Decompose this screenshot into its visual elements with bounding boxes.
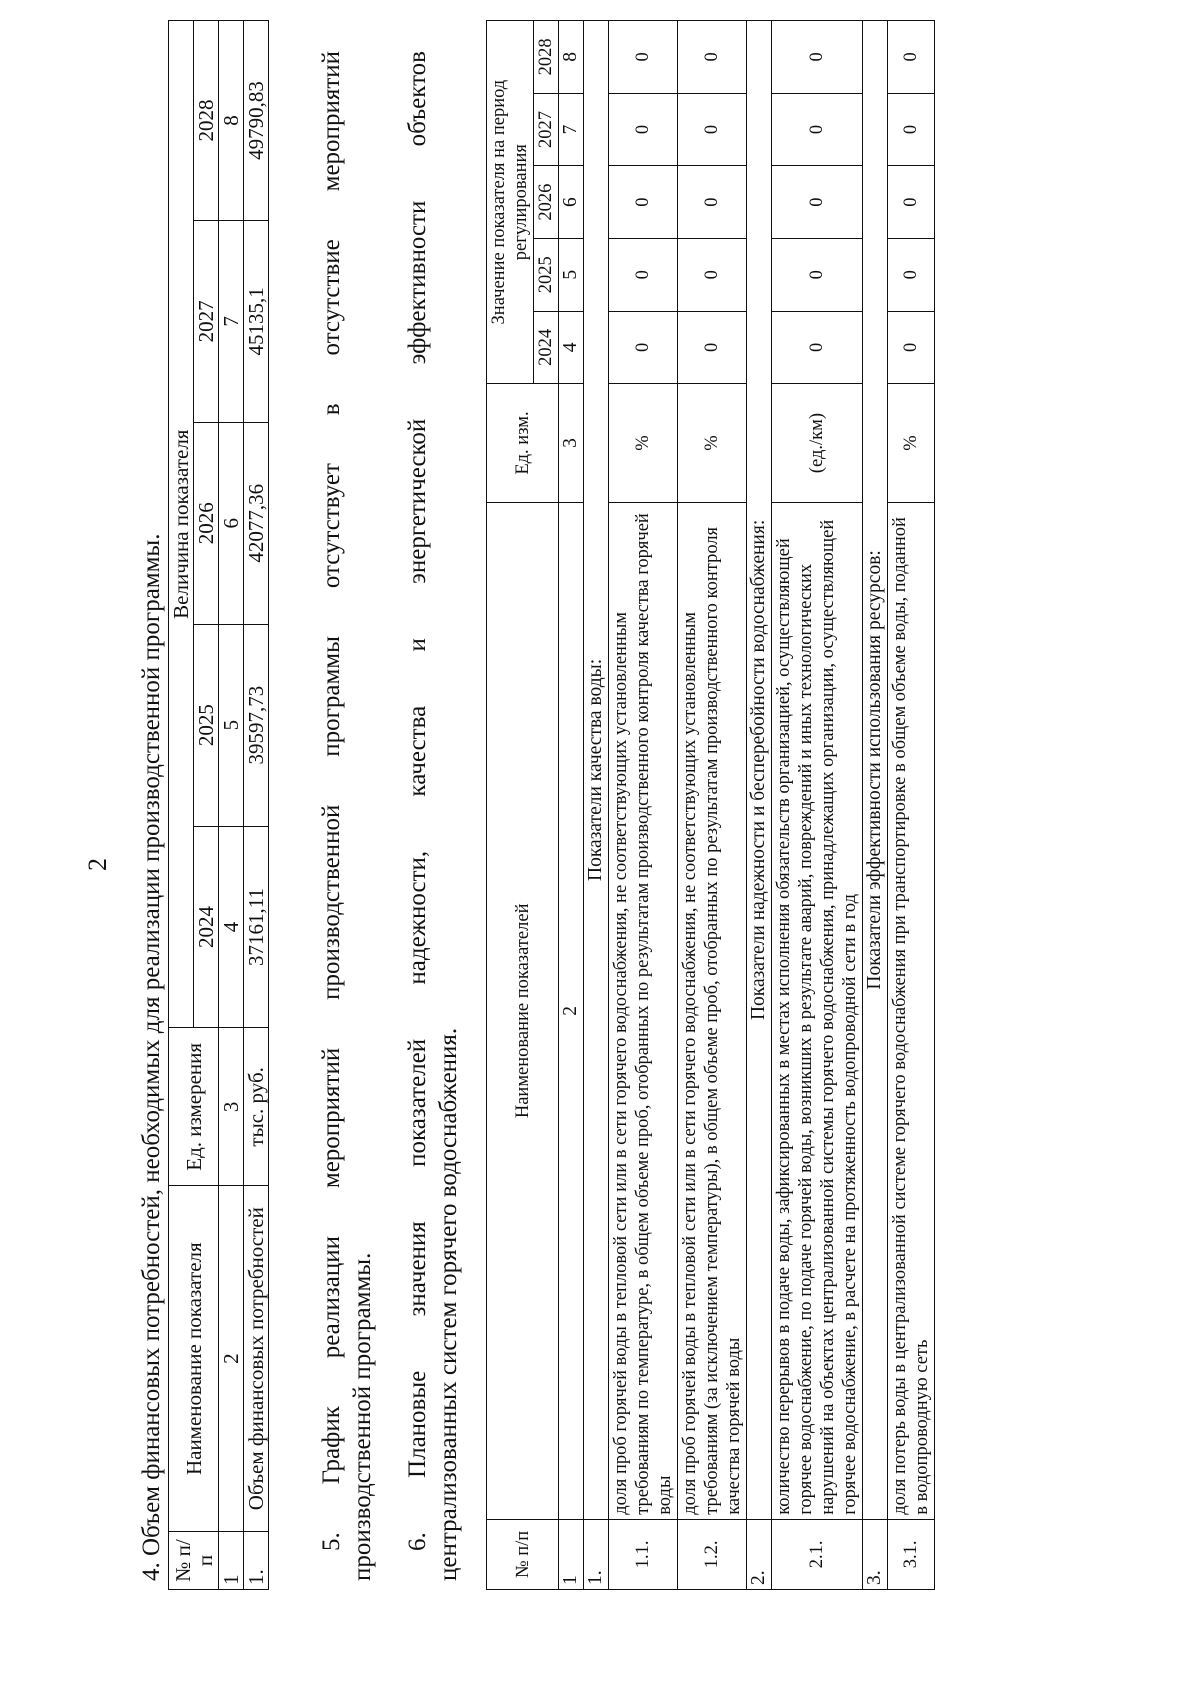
t1-index: 7 <box>219 220 244 422</box>
t2-row-no: 1.2. <box>678 1519 747 1589</box>
t2-group-caption: Показатели эффективности использования ресурсов: <box>863 21 888 1520</box>
t2-row-value: 0 <box>609 311 678 384</box>
t1-index: 2 <box>219 1186 244 1532</box>
t2-row-no: 1.1. <box>609 1519 678 1589</box>
section5-line1: 5. График реализации мероприятий производственной программы отсутствует в отсутствие мероприятий <box>318 51 345 1551</box>
t1-index: 3 <box>219 1028 244 1186</box>
t2-row-value: 0 <box>888 238 935 311</box>
t2-row-name: доля проб горячей воды в тепловой сети или в сети горячего водоснабжения, не соответствующих установленным требованиям по температуре, в общем объеме проб, отобранных по результатам производственного контроля качества горячей воды <box>609 502 678 1519</box>
page-number: 2 <box>83 858 112 871</box>
t2-row-no: 3.1. <box>888 1519 935 1589</box>
t1-index: 4 <box>219 826 244 1028</box>
t1-index: 1 <box>219 1532 244 1590</box>
t2-group-no: 2. <box>747 1519 772 1589</box>
t1-index: 8 <box>219 21 244 221</box>
t2-row-name: доля проб горячей воды в тепловой сети или в сети горячего водоснабжения, не соответствующих установленным требованиям (за исключением температуры), в общем объеме проб, отобранных по результатам производственного контроля качества горячей воды <box>678 502 747 1519</box>
t2-group-no: 3. <box>863 1519 888 1589</box>
section5-line2: производственной программы. <box>349 1252 376 1581</box>
t2-index: 6 <box>559 166 584 239</box>
t2-row-value: 0 <box>772 311 863 384</box>
t2-row-value: 0 <box>609 238 678 311</box>
t2-col-unit: Ед. изм. <box>487 384 559 503</box>
t2-index: 7 <box>559 93 584 166</box>
t2-year: 2026 <box>534 166 559 239</box>
t2-row-value: 0 <box>772 238 863 311</box>
t2-row-value: 0 <box>678 311 747 384</box>
indicators-table <box>486 20 935 1590</box>
section6-line1: 6. Плановые значения показателей надежности, качества и энергетической эффективности объектов <box>404 51 431 1551</box>
financial-needs-table <box>168 20 269 1590</box>
t2-row-value: 0 <box>772 166 863 239</box>
t2-year: 2027 <box>534 93 559 166</box>
t2-year: 2024 <box>534 311 559 384</box>
t2-group-caption-row <box>747 21 772 1590</box>
t2-row-no: 2.1. <box>772 1519 863 1589</box>
t1-index: 5 <box>219 624 244 826</box>
t2-row-value: 0 <box>888 311 935 384</box>
t2-row-unit: % <box>609 384 678 503</box>
t2-row-value: 0 <box>678 166 747 239</box>
t2-row-name: доля потерь воды в централизованной системе горячего водоснабжения при транспортировке в общем объеме воды, поданной в водопроводную сеть <box>888 502 935 1519</box>
t1-row-unit: тыс. руб. <box>244 1028 269 1186</box>
t2-col-value: Значение показателя на период регулирования <box>487 21 534 384</box>
t1-col-unit: Ед. измерения <box>169 1028 219 1186</box>
t2-index: 4 <box>559 311 584 384</box>
t2-index: 5 <box>559 238 584 311</box>
t2-row-value: 0 <box>888 93 935 166</box>
t2-row-value: 0 <box>609 93 678 166</box>
t1-col-value: Величина показателя <box>169 21 194 1028</box>
t2-row-value: 0 <box>772 93 863 166</box>
t1-row-value: 45135,1 <box>244 220 269 422</box>
t2-row-value: 0 <box>888 21 935 94</box>
t2-row-unit: % <box>888 384 935 503</box>
t2-header-row-1 <box>487 21 534 1590</box>
t1-row-name: Объем финансовых потребностей <box>244 1186 269 1532</box>
t1-year: 2028 <box>194 21 219 221</box>
t2-row-name: количество перерывов в подаче воды, зафиксированных в местах исполнения обязательств организацией, осуществляющей горячее водоснабжение, по подаче горячей воды, возникших в результате аварий, повреждений и иных технологических нарушений на объектах централизованной системы горячего водоснабжения, принадлежащих организации, осуществляющей горячее водоснабжение, в расчете на протяженность водопроводной сети в год <box>772 502 863 1519</box>
t1-year: 2027 <box>194 220 219 422</box>
t2-group-caption-row <box>863 21 888 1590</box>
t1-index: 6 <box>219 422 244 624</box>
t1-data-row <box>244 21 269 1590</box>
t2-row-unit: % <box>678 384 747 503</box>
t2-group-no: 1. <box>584 1519 609 1589</box>
t1-index-row <box>219 21 244 1590</box>
t2-year: 2028 <box>534 21 559 94</box>
t2-index: 2 <box>559 502 584 1519</box>
t1-col-no: № п/п <box>169 1532 219 1590</box>
t2-index: 1 <box>559 1519 584 1589</box>
t2-year: 2025 <box>534 238 559 311</box>
t1-row-value: 39597,73 <box>244 624 269 826</box>
t2-group-caption: Показатели надежности и бесперебойности водоснабжения: <box>747 21 772 1520</box>
t1-row-value: 42077,36 <box>244 422 269 624</box>
t1-col-name: Наименование показателя <box>169 1186 219 1532</box>
t1-row-no: 1. <box>244 1532 269 1590</box>
section6-line2: централизованных систем горячего водоснабжения. <box>435 1027 462 1581</box>
t2-data-row <box>772 21 863 1590</box>
t1-year: 2024 <box>194 826 219 1028</box>
t2-index: 3 <box>559 384 584 503</box>
t1-header-row-1 <box>169 21 194 1590</box>
t2-data-row <box>888 21 935 1590</box>
section4-heading: 4. Объем финансовых потребностей, необходимых для реализации производственной программы. <box>138 533 165 1581</box>
t2-row-value: 0 <box>678 238 747 311</box>
t1-year: 2026 <box>194 422 219 624</box>
t2-data-row <box>609 21 678 1590</box>
t2-col-name: Наименование показателей <box>487 502 559 1519</box>
t2-row-value: 0 <box>678 21 747 94</box>
t2-index-row <box>559 21 584 1590</box>
t2-col-no: № п/п <box>487 1519 559 1589</box>
section5-heading <box>316 51 378 1581</box>
t1-year: 2025 <box>194 624 219 826</box>
t2-row-value: 0 <box>609 21 678 94</box>
t2-group-caption-row <box>584 21 609 1590</box>
t2-group-caption: Показатели качества воды: <box>584 21 609 1520</box>
t2-row-value: 0 <box>609 166 678 239</box>
t2-row-unit: (ед./км) <box>772 384 863 503</box>
t1-row-value: 49790,83 <box>244 21 269 221</box>
t2-row-value: 0 <box>888 166 935 239</box>
t2-row-value: 0 <box>772 21 863 94</box>
t2-data-row <box>678 21 747 1590</box>
t2-row-value: 0 <box>678 93 747 166</box>
t2-index: 8 <box>559 21 584 94</box>
section6-heading <box>402 51 464 1581</box>
t1-row-value: 37161,11 <box>244 826 269 1028</box>
